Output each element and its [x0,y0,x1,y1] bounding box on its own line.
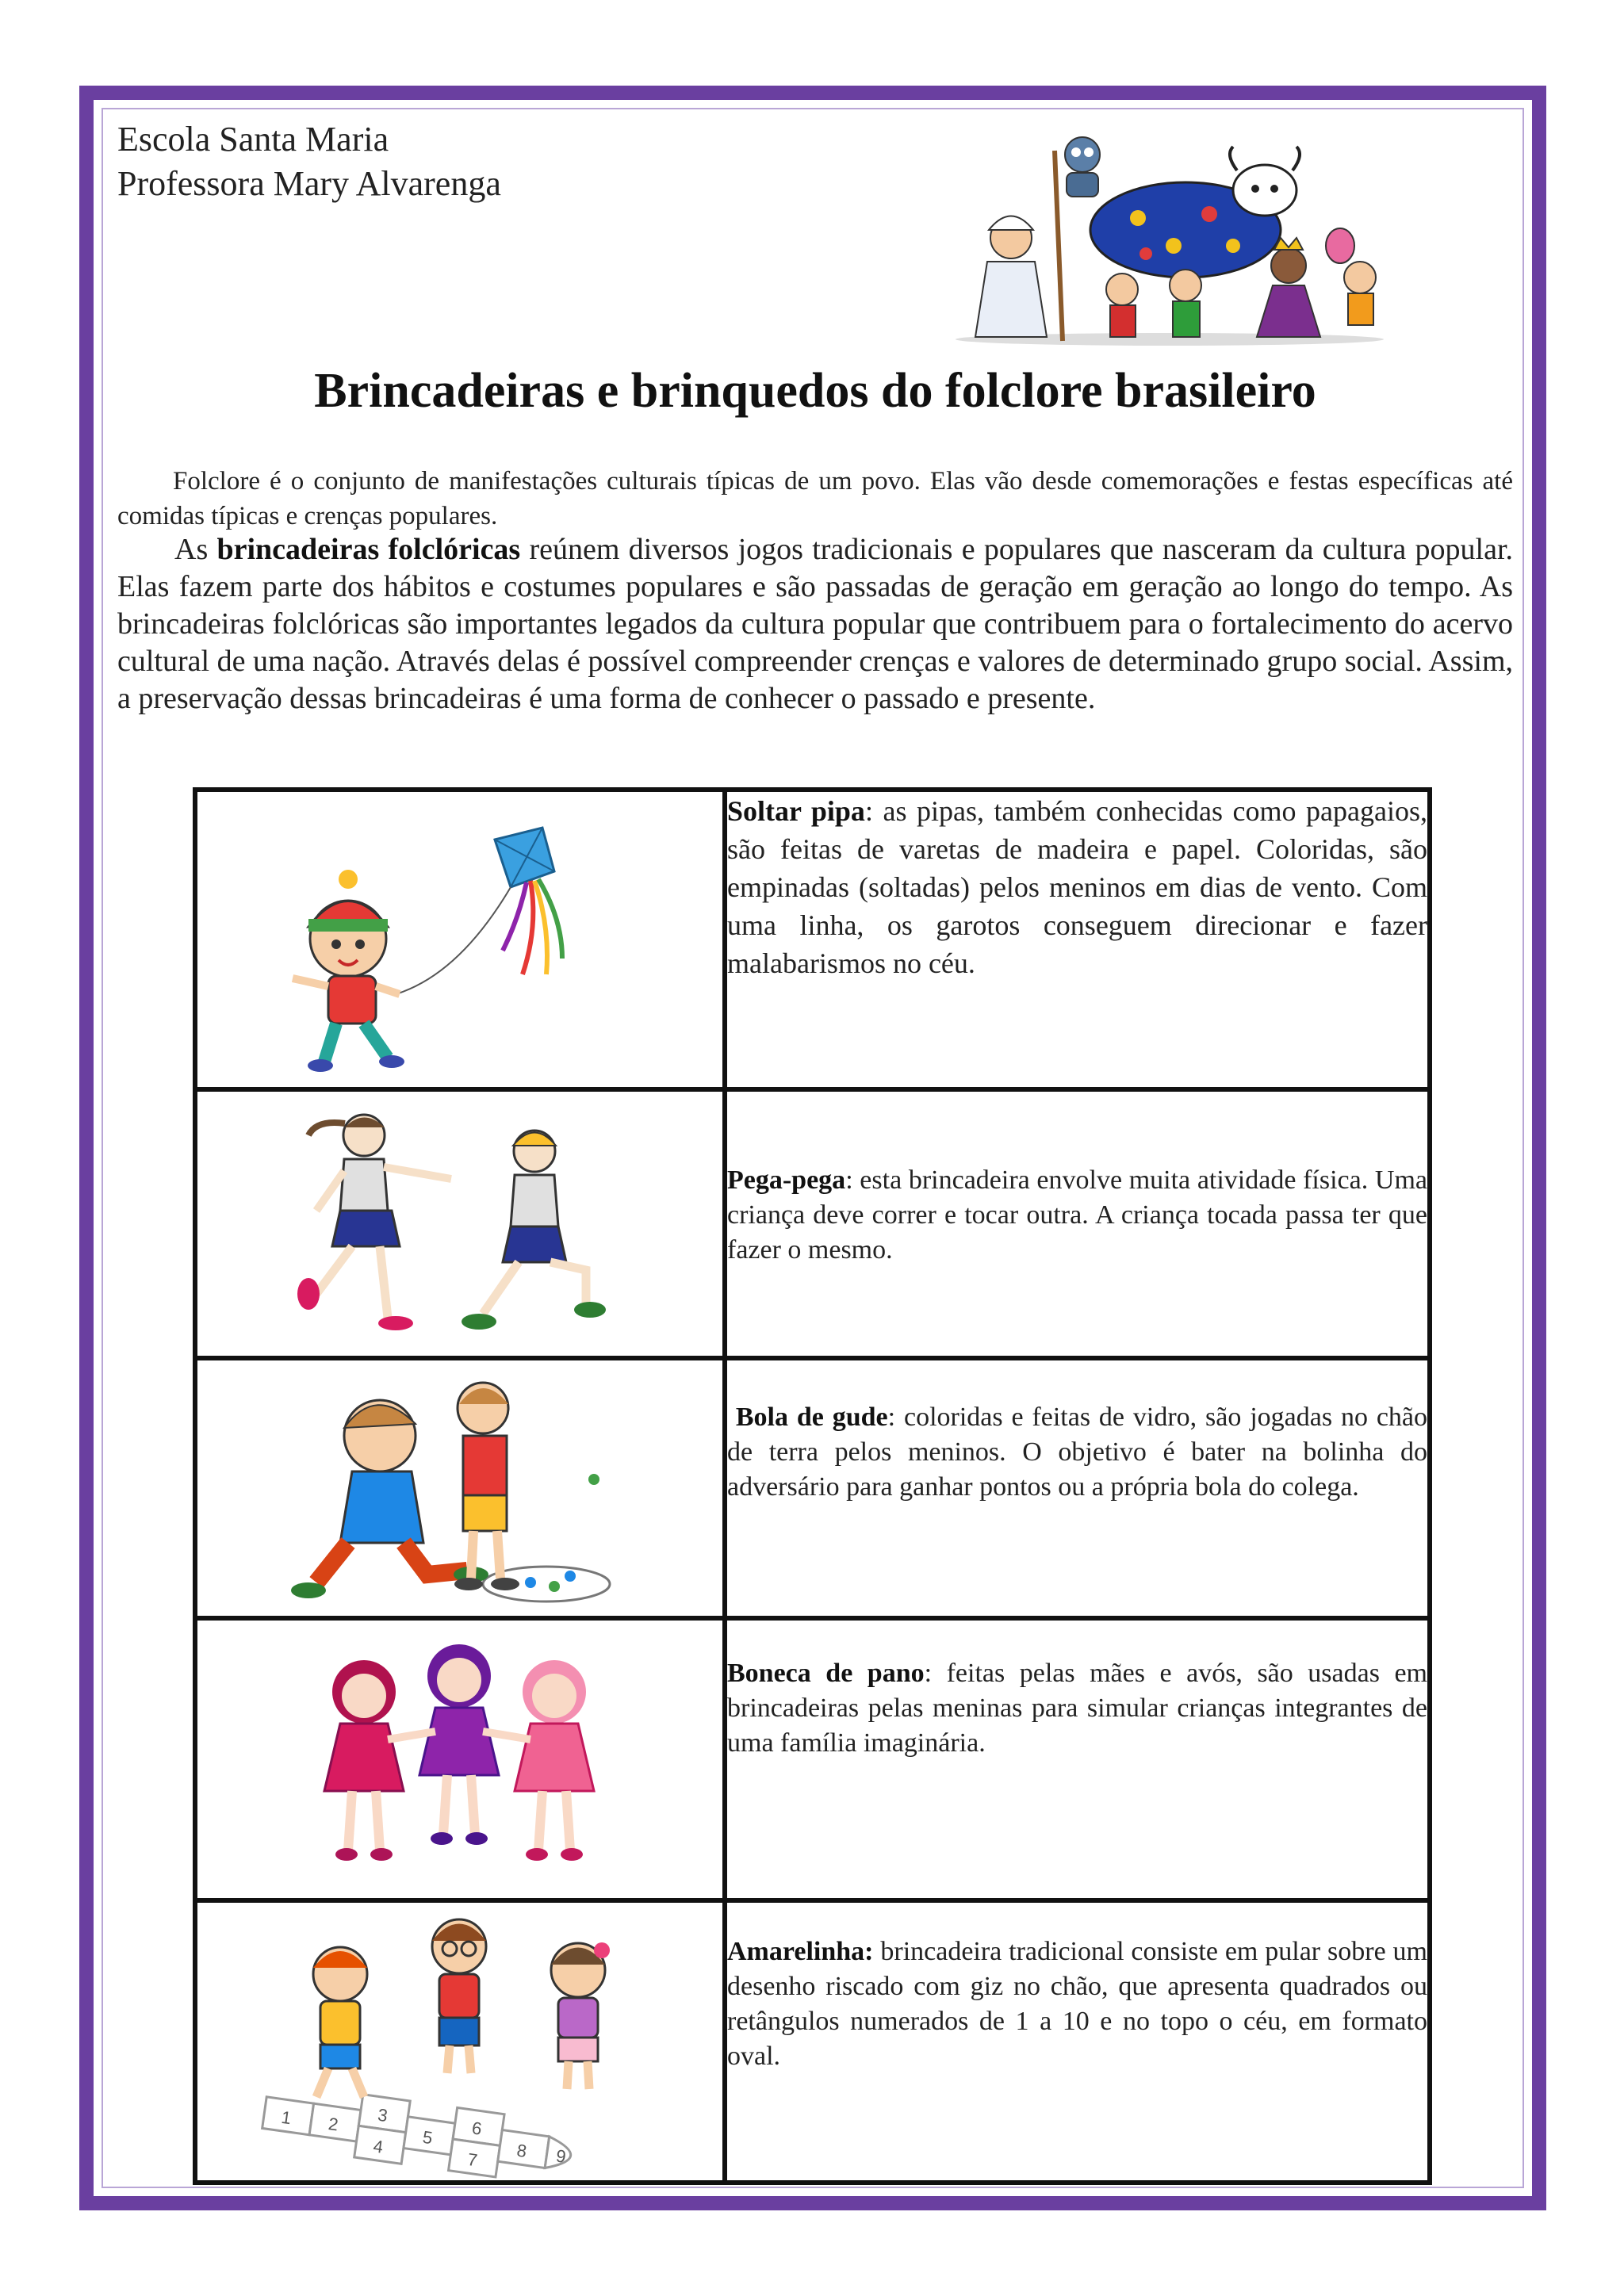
paragraph-rest: reúnem diversos jogos tradicionais e populares que nasceram da cultura popular. Elas fazem parte dos hábitos e costumes populares e são passadas de geração em geração ao longo do tempo. As brincadeiras folclóricas são importantes legados da cultura popular que contribuem para o fortalecimento do acervo cultural de uma nação. Através delas é possível compreender crenças e valores de determinado grupo social. Assim, a preservação dessas brincadeiras é uma forma de conhecer o passado e presente. [117,533,1514,715]
intro-paragraph [117,464,1513,534]
marbles-illustration-cell [195,1358,725,1618]
games-table [193,787,1432,2185]
school-name: Escola Santa Maria [117,120,389,159]
paragraph-lead: As [174,533,217,566]
table-row [195,790,1430,1089]
main-paragraph [117,531,1513,718]
paragraph-bold: brincadeiras folclóricas [216,533,521,566]
intro-text: Folclore é o conjunto de manifestações culturais típicas de um povo. Elas vão desde comemorações e festas específicas até comidas típicas e crenças populares. [117,467,1513,530]
game-description-kite [725,790,1430,1089]
hopscotch-number: 7 [466,2149,479,2171]
hopscotch-number: 3 [376,2104,389,2126]
game-name: Boneca de pano [727,1659,925,1688]
page-title: Brincadeiras e brinquedos do folclore brasileiro [314,364,1316,418]
game-description-tag [725,1089,1430,1358]
game-description-rag-doll [725,1618,1430,1900]
table-row [195,1358,1430,1618]
kite-illustration-cell [195,790,725,1089]
hopscotch-illustration-cell [195,1900,725,2183]
hopscotch-number: 4 [372,2136,385,2157]
hopscotch-number: 2 [327,2114,340,2135]
kite-boy-illustration [197,792,722,1087]
hopscotch-kids-illustration [197,1903,722,2180]
game-text: : feitas pelas mães e avós, são usadas em brincadeiras pelas meninas para simular crianças integrantes de uma família imaginária. [727,1659,1427,1758]
hopscotch-number: 5 [421,2126,434,2149]
header [117,117,501,206]
game-name: Bola de gude [735,1402,888,1432]
teacher-name: Professora Mary Alvarenga [117,164,501,203]
table-row [195,1089,1430,1358]
rag-doll-illustration-cell [195,1618,725,1900]
hopscotch-number: 6 [470,2118,484,2139]
game-description-hopscotch [725,1900,1430,2183]
game-text: : esta brincadeira envolve muita atividade física. Uma criança deve correr e tocar outra. A criança tocada passa ter que fazer o mesmo. [727,1165,1427,1265]
game-description-marbles [725,1358,1430,1618]
table-row [195,1618,1430,1900]
game-name: Pega-pega [727,1165,846,1195]
game-text: brincadeira tradicional consiste em pular sobre um desenho riscado com giz no chão, que apresenta quadrados ou retângulos numerados de 1 a 10 e no topo o céu, em formato oval. [727,1937,1427,2071]
game-name: Soltar pipa [727,795,865,827]
rag-dolls-illustration [197,1621,722,1898]
game-text: : as pipas, também conhecidas como papagaios, são feitas de varetas de madeira e papel. Coloridas, são empinadas (soltadas) pelos meninos em dias de vento. Com uma linha, os garotos conseguem direcionar e fazer malabarismos no céu. [727,795,1428,979]
marbles-kids-illustration [197,1360,722,1616]
hopscotch-number: 8 [515,2140,528,2161]
game-text: : coloridas e feitas de vidro, são jogadas no chão de terra pelos meninos. O objetivo é bater na bolinha do adversário para ganhar pontos ou a própria bola do colega. [727,1402,1427,1502]
game-name: Amarelinha: [727,1937,874,1966]
hopscotch-number: 1 [280,2107,293,2129]
hopscotch-number: 9 [554,2145,568,2167]
tag-game-illustration-cell [195,1089,725,1358]
folklore-characters-illustration [948,119,1392,349]
running-kids-illustration [197,1092,722,1356]
table-row [195,1900,1430,2183]
